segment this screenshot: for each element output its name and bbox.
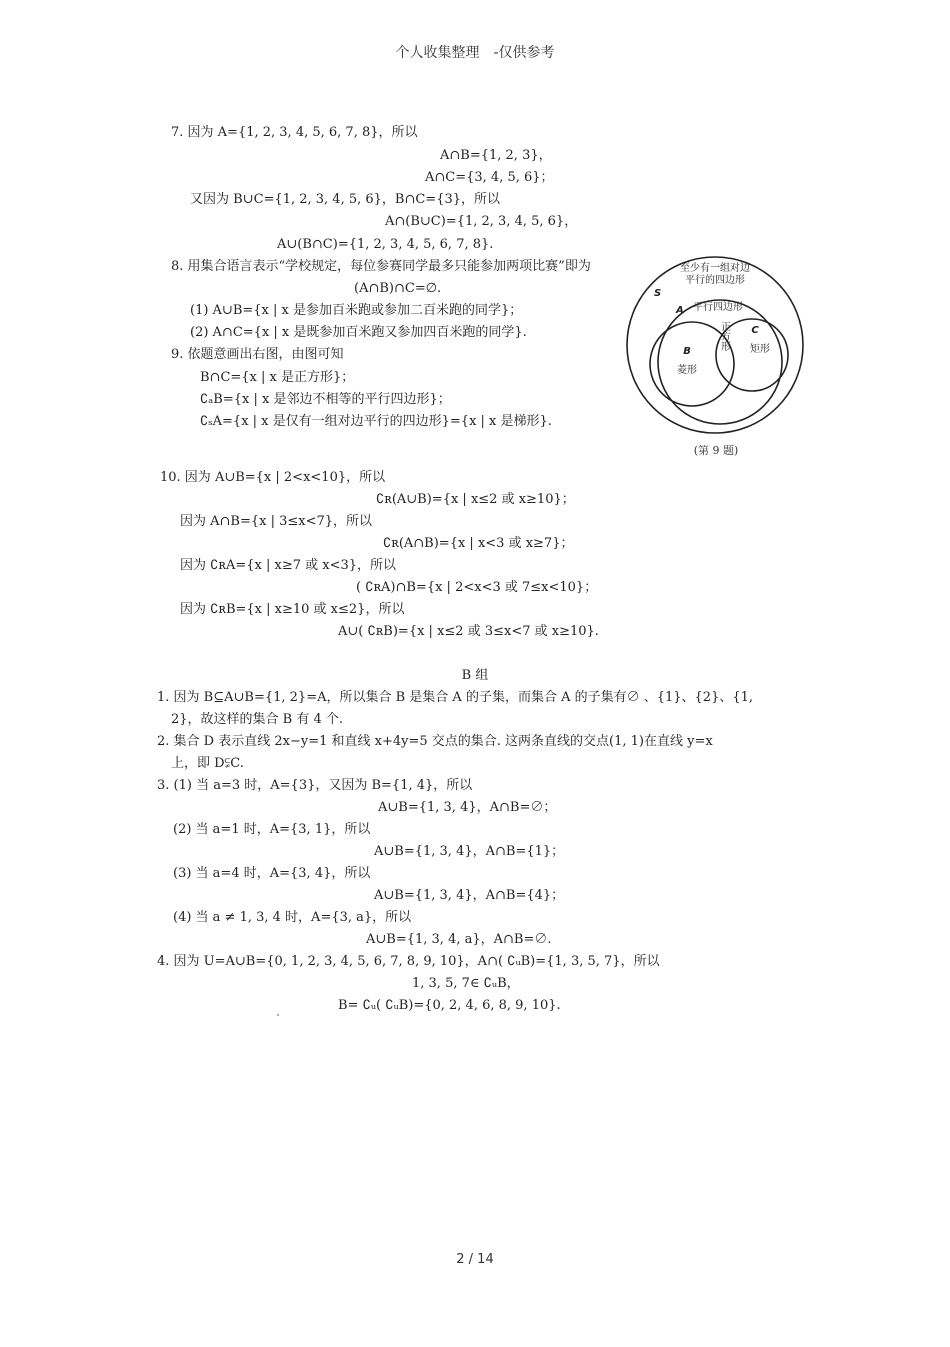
b3-line-2: A∪B={1, 3, 4}，A∩B=∅； [378,800,557,815]
ex7-line-2: A∩B={1, 2, 3}， [440,148,552,163]
b3-line-8: A∪B={1, 3, 4, a}，A∩B=∅. [366,932,552,947]
ex10-line-8: A∪( ∁ʀB)={x | x≤2 或 3≤x<7 或 x≥10}. [338,624,599,639]
b3-line-1: 3. (1) 当 a=3 时，A={3}，又因为 B={1, 4}，所以 [157,778,473,793]
label-s: S [654,288,662,299]
b2-line-1: 2. 集合 D 表示直线 2x−y=1 和直线 x+4y=5 交点的集合. 这两条直线的交点(1, 1)在直线 y=x [157,734,713,749]
ex8-line-1: 8. 用集合语言表示“学校规定，每位参赛同学最多只能参加两项比赛”即为 [171,259,591,274]
b4-line-2: 1, 3, 5, 7∈ ∁ᵤB， [412,976,520,991]
circle-a [658,300,782,424]
label-rhombus: 菱形 [677,365,697,376]
label-outer-2: 平行的四边形 [685,275,745,286]
b3-line-6: A∪B={1, 3, 4}，A∩B={4}； [374,888,565,903]
b3-line-4: A∪B={1, 3, 4}，A∩B={1}； [374,844,565,859]
label-outer-1: 至少有一组对边 [680,263,750,274]
b2-line-2: 上，即 D⫋C. [171,756,244,771]
ex10-line-4: ∁ʀ(A∩B)={x | x<3 或 x≥7}； [383,536,574,551]
ex7-line-1: 7. 因为 A={1, 2, 3, 4, 5, 6, 7, 8}，所以 [171,125,418,140]
scan-speck [277,1014,279,1016]
ex9-line-3: ∁ₐB={x | x 是邻边不相等的平行四边形}； [200,392,451,407]
page-header: 个人收集整理 -仅供参考 [395,45,555,61]
label-parallelogram: 平行四边形 [693,302,743,313]
b4-line-3: B= ∁ᵤ( ∁ᵤB)={0, 2, 4, 6, 8, 9, 10}. [338,998,561,1013]
label-rectangle: 矩形 [750,344,770,355]
label-a: A [676,305,684,316]
section-b-heading: B 组 [461,668,489,683]
ex10-line-6: ( ∁ʀA)∩B={x | 2<x<3 或 7≤x<10}； [356,580,598,595]
figure-caption: (第 9 题) [693,444,739,457]
b3-line-5: (3) 当 a=4 时，A={3, 4}，所以 [173,866,371,881]
label-c: C [751,325,759,336]
ex10-line-1: 10. 因为 A∪B={x | 2<x<10}，所以 [160,470,386,485]
b1-line-1: 1. 因为 B⊆A∪B={1, 2}=A，所以集合 B 是集合 A 的子集，而集合 A 的子集有∅ 、{1}、{2}、{1, [157,690,754,705]
b3-line-7: (4) 当 a ≠ 1, 3, 4 时，A={3, a}，所以 [173,910,412,925]
ex9-line-4: ∁ₛA={x | x 是仅有一组对边平行的四边形}={x | x 是梯形}. [200,414,552,429]
b4-line-1: 4. 因为 U=A∪B={0, 1, 2, 3, 4, 5, 6, 7, 8, 9, 10}，A∩( ∁ᵤB)={1, 3, 5, 7}，所以 [157,954,660,969]
page-number: 2 / 14 [456,1252,494,1267]
ex8-line-4: (2) A∩C={x | x 是既参加百米跑又参加四百米跑的同学}. [190,325,527,340]
label-square: 正方形 [718,321,730,351]
ex10-line-3: 因为 A∩B={x | 3≤x<7}，所以 [180,514,373,529]
ex8-line-2: (A∩B)∩C=∅. [354,281,442,296]
ex7-line-6: A∪(B∩C)={1, 2, 3, 4, 5, 6, 7, 8}. [277,237,494,252]
b3-line-3: (2) 当 a=1 时，A={3, 1}，所以 [173,822,371,837]
venn-diagram [624,254,806,436]
ex9-line-2: B∩C={x | x 是正方形}； [200,370,355,385]
ex9-line-1: 9. 依题意画出右图，由图可知 [171,347,344,362]
ex7-line-4: 又因为 B∪C={1, 2, 3, 4, 5, 6}，B∩C={3}，所以 [190,192,501,207]
ex7-line-3: A∩C={3, 4, 5, 6}； [425,170,554,185]
b1-line-2: 2}，故这样的集合 B 有 4 个. [171,712,344,727]
ex10-line-2: ∁ʀ(A∪B)={x | x≤2 或 x≥10}； [376,492,575,507]
ex10-line-5: 因为 ∁ʀA={x | x≥7 或 x<3}，所以 [180,558,397,573]
ex8-line-3: (1) A∪B={x | x 是参加百米跑或参加二百米跑的同学}； [190,303,523,318]
ex7-line-5: A∩(B∪C)={1, 2, 3, 4, 5, 6}， [385,214,578,229]
label-b: B [683,346,691,357]
ex10-line-7: 因为 ∁ʀB={x | x≥10 或 x≤2}，所以 [180,602,405,617]
